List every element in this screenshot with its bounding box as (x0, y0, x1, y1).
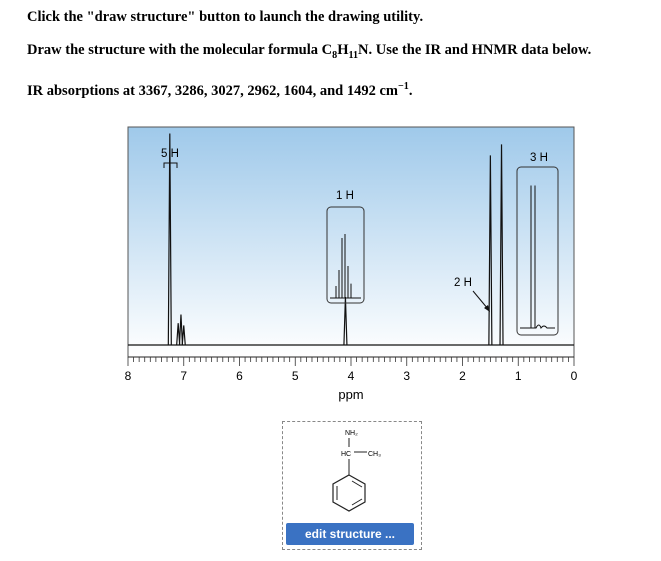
tick-label: 8 (124, 369, 132, 383)
peak-label-5h: 5 H (161, 148, 179, 160)
instruction-molecular-formula: Draw the structure with the molecular formula $C_8H_{11}N$. Use the IR and HNMR data below. (27, 42, 592, 61)
edit-structure-button[interactable]: edit structure ... (286, 523, 414, 545)
hc-label: HC (341, 451, 352, 458)
tick-label: 7 (180, 369, 188, 383)
tick-label: 1 (514, 369, 522, 383)
molecule-structure (283, 422, 421, 522)
peak-label-1h: 1 H (336, 190, 354, 202)
ch3-label: CH₃ (368, 451, 381, 458)
tick-label: 2 (459, 369, 466, 383)
benzene-ring (333, 475, 365, 511)
tick-label: 5 (291, 369, 299, 383)
instruction-draw-structure: Click the "draw structure" button to launch the drawing utility. (27, 9, 424, 25)
instruction-ir-absorptions: IR absorptions at 3367, 3286, 3027, 2962, 1604, and 1492 $cm^{-1}$. (27, 81, 413, 99)
peak-label-3h: 3 H (530, 152, 548, 164)
peak-label-2h: 2 H (454, 277, 472, 289)
tick-label: 0 (570, 369, 578, 383)
tick-label: 3 (403, 369, 411, 383)
tick-label: 4 (347, 369, 355, 383)
tick-label: 6 (236, 369, 243, 383)
x-axis-label: ppm (338, 387, 364, 402)
plot-area (128, 127, 574, 357)
nh2-label: NH₂ (345, 430, 358, 437)
